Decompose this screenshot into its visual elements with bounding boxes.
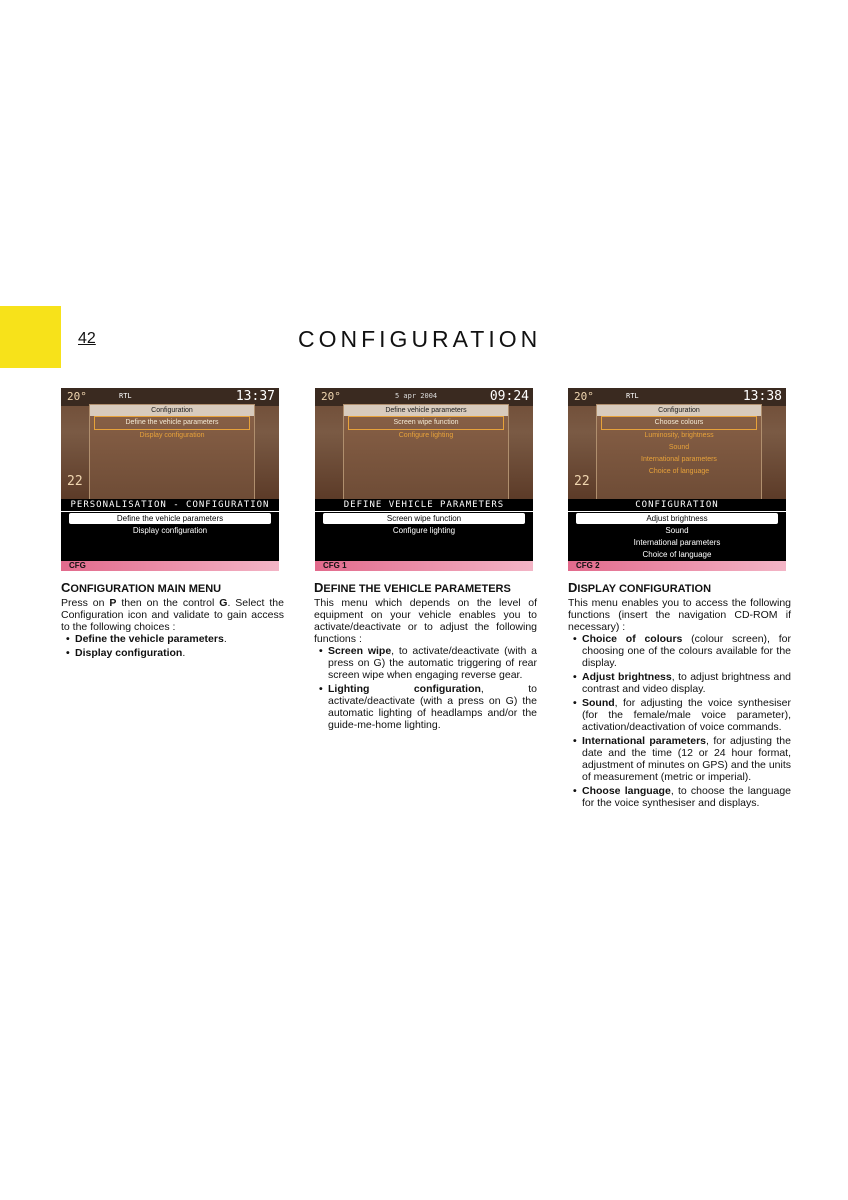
figure-label: CFG 2 xyxy=(576,561,600,570)
monochrome-screen xyxy=(61,499,279,561)
intro-text: then on the control xyxy=(116,597,220,609)
config-dialog xyxy=(89,404,255,499)
section-tab xyxy=(0,306,61,368)
figure-label-band xyxy=(568,561,786,571)
item-description: , to choose the language for the voice synthesiser and displays. xyxy=(582,785,791,809)
item-term: Display configuration xyxy=(75,647,183,659)
text-column xyxy=(314,582,537,733)
list-item xyxy=(75,633,284,645)
item-description: (colour screen), for choosing one of the colours available for the display. xyxy=(582,633,791,669)
mono-menu-item[interactable]: Screen wipe function xyxy=(323,513,525,524)
mono-screen-title: CONFIGURATION xyxy=(568,499,786,512)
dialog-menu-item[interactable]: Choice of language xyxy=(648,468,710,475)
item-description: , to adjust brightness and contrast and video display. xyxy=(582,671,792,695)
screen-figure xyxy=(61,388,279,571)
screen-figure xyxy=(315,388,533,571)
item-description: , to activate/deactivate (with a press on G) the automatic triggering of rear screen wipe when engaging reverse gear. xyxy=(328,645,537,681)
list-item xyxy=(582,735,791,783)
intro-text: P xyxy=(109,597,117,609)
temperature-readout: 20° xyxy=(574,390,594,403)
clock-readout: 13:38 xyxy=(742,389,782,404)
item-description: . xyxy=(182,647,186,659)
dialog-title: Define vehicle parameters xyxy=(344,405,508,416)
item-term: Choice of colours xyxy=(582,633,683,645)
colour-screen xyxy=(568,388,786,499)
temperature-readout: 20° xyxy=(321,390,341,403)
item-term: Lighting configuration xyxy=(328,683,481,695)
item-term: International parameters xyxy=(582,735,707,747)
item-term: Choose language xyxy=(582,785,671,797)
intro-text: G xyxy=(219,597,228,609)
item-description: . xyxy=(223,633,227,645)
intro-text: This menu which depends on the level of equipment on your vehicle enables you to activate/deactivate or to adjust the following functions : xyxy=(314,597,537,645)
text-column xyxy=(61,582,284,661)
dialog-menu-item[interactable]: Define the vehicle parameters xyxy=(94,416,250,430)
config-dialog xyxy=(596,404,762,499)
dialog-title: Configuration xyxy=(597,405,761,416)
dialog-title: Configuration xyxy=(90,405,254,416)
bullet-list xyxy=(314,645,537,731)
list-item xyxy=(582,697,791,733)
list-item xyxy=(328,683,537,731)
figure-label: CFG 1 xyxy=(323,561,347,570)
section-heading xyxy=(314,582,537,595)
dialog-menu-item[interactable]: International parameters xyxy=(641,456,717,463)
list-item xyxy=(75,647,284,659)
page-number: 42 xyxy=(78,330,96,347)
section-heading xyxy=(61,582,284,595)
colour-screen xyxy=(315,388,533,499)
mono-screen-title: DEFINE VEHICLE PARAMETERS xyxy=(315,499,533,512)
figure-label: CFG xyxy=(69,561,86,570)
text-column xyxy=(568,582,791,811)
item-description: , to activate/deactivate (with a press on G) the automatic lighting of headlamps and/or the guide-me-home lighting. xyxy=(328,683,537,731)
bullet-list xyxy=(61,633,284,659)
heading-initial: D xyxy=(314,580,324,595)
dialog-menu-item[interactable]: Screen wipe function xyxy=(348,416,504,430)
side-readout: 22 xyxy=(574,474,590,489)
item-term: Screen wipe xyxy=(328,645,392,657)
intro-paragraph xyxy=(568,597,791,633)
mono-menu-item[interactable]: Configure lighting xyxy=(392,526,456,535)
radio-station: RTL xyxy=(119,392,132,400)
list-item xyxy=(582,633,791,669)
item-term: Adjust brightness xyxy=(582,671,672,683)
list-item xyxy=(328,645,537,681)
mono-menu-item[interactable]: Choice of language xyxy=(642,550,712,559)
intro-paragraph xyxy=(314,597,537,645)
intro-text: . Select the Configuration icon and validate to gain access to the following choices : xyxy=(61,597,284,633)
side-readout: 22 xyxy=(67,474,83,489)
list-item xyxy=(582,785,791,809)
item-term: Sound xyxy=(582,697,615,709)
section-heading xyxy=(568,582,791,595)
heading-initial: C xyxy=(61,580,71,595)
mono-menu-item[interactable]: Sound xyxy=(665,526,689,535)
screen-figure xyxy=(568,388,786,571)
radio-station: RTL xyxy=(626,392,639,400)
mono-menu-item[interactable]: Adjust brightness xyxy=(576,513,778,524)
mono-menu-item[interactable]: Display configuration xyxy=(132,526,208,535)
date-readout: 5 apr 2004 xyxy=(395,392,438,400)
intro-paragraph xyxy=(61,597,284,633)
list-item xyxy=(582,671,791,695)
heading-text: ISPLAY CONFIGURATION xyxy=(577,583,712,595)
dialog-menu-item[interactable]: Display configuration xyxy=(139,432,205,439)
clock-readout: 09:24 xyxy=(489,389,529,404)
intro-text: Press on xyxy=(61,597,110,609)
item-term: Define the vehicle parameters xyxy=(75,633,224,645)
config-dialog xyxy=(343,404,509,499)
colour-screen xyxy=(61,388,279,499)
mono-screen-title: PERSONALISATION - CONFIGURATION xyxy=(61,499,279,512)
page-title: CONFIGURATION xyxy=(298,326,542,352)
dialog-menu-item[interactable]: Choose colours xyxy=(601,416,757,430)
temperature-readout: 20° xyxy=(67,390,87,403)
clock-readout: 13:37 xyxy=(235,389,275,404)
monochrome-screen xyxy=(568,499,786,561)
figure-label-band xyxy=(315,561,533,571)
dialog-menu-item[interactable]: Luminosity, brightness xyxy=(644,432,714,439)
mono-menu-item[interactable]: International parameters xyxy=(633,538,721,547)
heading-text: EFINE THE VEHICLE PARAMETERS xyxy=(323,583,511,595)
dialog-menu-item[interactable]: Configure lighting xyxy=(398,432,454,439)
intro-text: This menu enables you to access the following functions (insert the navigation CD-ROM if necessary) : xyxy=(568,597,791,633)
item-description: , for adjusting the date and the time (12 or 24 hour format, adjustment of minutes on GPS) and the units of measurement (metric or imperial). xyxy=(582,735,791,783)
heading-initial: D xyxy=(568,580,578,595)
figure-label-band xyxy=(61,561,279,571)
mono-menu-item[interactable]: Define the vehicle parameters xyxy=(69,513,271,524)
dialog-menu-item[interactable]: Sound xyxy=(668,444,690,451)
item-description: , for adjusting the voice synthesiser (for the female/male voice parameter), activation/deactivation of voice commands. xyxy=(582,697,791,733)
heading-text: ONFIGURATION MAIN MENU xyxy=(70,583,222,595)
monochrome-screen xyxy=(315,499,533,561)
bullet-list xyxy=(568,633,791,809)
